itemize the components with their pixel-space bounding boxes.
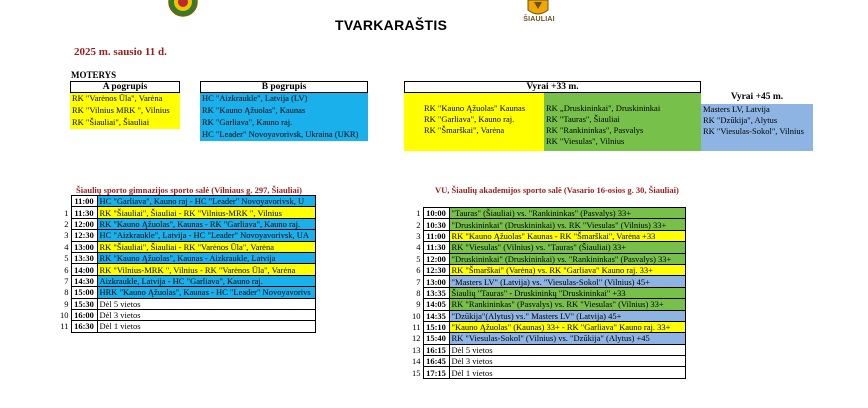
match-number: 5 [416, 253, 421, 264]
match-teams: Šiaulių "Tauras" - Druskininkų "Druskininkai" +33 [449, 287, 686, 298]
schedule-row [58, 298, 316, 309]
schedule-row [58, 321, 316, 332]
men-33-team: RK "Šmarškai", Varėna [424, 125, 505, 135]
match-time: 15:00 [71, 287, 97, 298]
men-45-title: Vyrai +45 m. [701, 92, 813, 104]
match-teams: RK "Rankininkas" (Pasvalys) vs. RK "Viesulas" (Vilnius) 33+ [449, 299, 686, 310]
match-time: 11:30 [423, 242, 449, 253]
men-33-pool-1 [404, 93, 544, 151]
match-teams: HRK "Kauno Ąžuolas", Kaunas - HC "Leader" Novoyavorivs [97, 287, 316, 298]
schedule-row [410, 310, 686, 321]
men-45-team: Masters LV, Latvija [703, 104, 770, 114]
schedule-row [410, 230, 686, 241]
match-teams: RK "Kauno Ąžuolas", Kaunas - Aizkraukle, Latvija [97, 252, 316, 263]
federation-logo-icon [168, 0, 198, 18]
match-number: 14 [412, 356, 421, 367]
match-number: 7 [416, 276, 421, 287]
group-b-team: HC "Leader" Novoyavorivsk, Ukraina (UKR) [200, 129, 368, 141]
group-b-team: HC "Aizkraukle", Latvija (LV) [200, 93, 368, 105]
match-number: 4 [416, 242, 421, 253]
men-33-team: RK "Kauno Ąžuolas" Kaunas [424, 103, 526, 113]
schedule-row [410, 276, 686, 287]
schedule-row [58, 252, 316, 263]
match-teams: Aizkraukle, Latvija - HC "Garliava", Kauno raj. [97, 275, 316, 286]
match-time: 15:30 [71, 298, 97, 309]
schedule-row [410, 253, 686, 264]
match-time: 14:00 [71, 264, 97, 275]
match-number: 9 [416, 299, 421, 310]
schedule-row [410, 344, 686, 355]
schedule-row [410, 367, 686, 378]
schedule-row [410, 242, 686, 253]
match-time: 12:00 [423, 253, 449, 264]
match-teams: "Kauno Ąžuolas" (Kaunas) 33+ - RK "Garliava" Kauno raj. 33+ [449, 321, 686, 332]
left-schedule-table [58, 195, 316, 333]
match-number: 11 [60, 321, 69, 332]
match-number: 10 [60, 310, 69, 321]
group-a-team: RK "Varėnos Ūla", Varėna [70, 93, 180, 105]
men-33-team: RK "Viesulas", Vilnius [546, 136, 625, 146]
match-time: 15:40 [423, 333, 449, 344]
match-time: 12:00 [71, 218, 97, 229]
schedule-row [410, 321, 686, 332]
men-33-team: RK "Tauras", Šiauliai [546, 114, 620, 124]
match-number: 11 [412, 322, 421, 333]
match-time: 11:30 [71, 207, 97, 218]
right-venue-title: VU, Šiaulių akademijos sporto salė (Vasario 16-osios g. 30, Šiauliai) [435, 185, 679, 195]
match-number: 8 [64, 287, 69, 298]
match-teams: RK "Kauno Ąžuolas" Kaunas - RK "Šmarškai", Varėna +33 [449, 230, 686, 241]
event-date: 2025 m. sausio 11 d. [74, 46, 167, 58]
schedule-row [58, 309, 316, 320]
schedule-row [58, 241, 316, 252]
women-section-label: MOTERYS [71, 70, 117, 80]
match-time: 14:05 [423, 299, 449, 310]
men-33-team: RK „Druskininkai", Druskininkai [546, 103, 661, 113]
match-teams: RK "Vilnius-MRK ", Vilnius - RK "Varėnos Ūla", Varėna [97, 264, 316, 275]
match-number: 8 [416, 287, 421, 298]
right-schedule-table [410, 207, 686, 379]
match-number: 2 [64, 218, 69, 229]
match-time: 16:30 [71, 321, 97, 332]
match-number: 15 [412, 367, 421, 378]
match-number [58, 196, 71, 207]
schedule-row [58, 230, 316, 241]
match-number: 9 [64, 298, 69, 309]
schedule-row [58, 218, 316, 229]
schedule-row [410, 356, 686, 367]
schedule-row [410, 287, 686, 298]
match-time: 14:35 [423, 310, 449, 321]
match-time: 10:00 [423, 208, 449, 219]
match-time: 13:00 [71, 241, 97, 252]
match-number: 2 [416, 219, 421, 230]
left-venue-title: Šiaulių sporto gimnazijos sporto salė (Vilniaus g. 297, Šiauliai) [76, 185, 302, 195]
schedule-row [410, 299, 686, 310]
men-45-team: RK "Dzūkija", Alytus [703, 115, 778, 125]
match-teams: RK "Viesulas-Sokol" (Vilnius) vs. "Dzūkija" (Alytus) +45 [449, 333, 686, 344]
group-a-team: RK "Šiauliai", Šiauliai [70, 117, 180, 129]
men-33-team: RK "Rankininkas", Pasvalys [546, 125, 644, 135]
match-teams: "Masters LV" (Latvija) vs. "Viesulas-Sokol" (Vilnius) 45+ [449, 276, 686, 287]
match-number: 3 [64, 230, 69, 241]
group-a-team: RK "Vilnius MRK ", Vilnius [70, 105, 180, 117]
logo-caption: ŠIAULIAI [523, 16, 555, 23]
match-time: 14:30 [71, 275, 97, 286]
match-teams: Dėl 3 vietos [449, 356, 686, 367]
schedule-row [410, 264, 686, 275]
match-teams: "Tauras" (Šiauliai) vs. "Rankininkas" (Pasvalys) 33+ [449, 208, 686, 219]
match-number: 5 [64, 253, 69, 264]
group-b-team: RK "Kauno Ąžuolas", Kaunas [200, 105, 368, 117]
match-time: 15:10 [423, 321, 449, 332]
match-teams: "Druskininkai" (Druskininkai) vs. "Rankininkas" (Pasvalys) 33+ [449, 253, 686, 264]
match-teams: Dėl 3 vietos [97, 309, 316, 320]
match-teams: "Druskininkai" (Druskininkai) vs. RK "Viesulas" (Vilnius) 33+ [449, 219, 686, 230]
match-time: 12:30 [71, 230, 97, 241]
match-number: 3 [416, 230, 421, 241]
schedule-row [58, 264, 316, 275]
schedule-row [410, 333, 686, 344]
match-number: 12 [412, 333, 421, 344]
group-b-team: RK "Garliava", Kauno raj. [200, 117, 368, 129]
match-number: 1 [64, 207, 69, 218]
schedule-row [58, 287, 316, 298]
match-teams: RK "Viesulas" (Vilnius) vs. "Tauras" (Šiauliai) 33+ [449, 242, 686, 253]
match-number: 10 [412, 310, 421, 321]
match-teams: Dėl 5 vietos [97, 298, 316, 309]
match-number: 1 [416, 208, 421, 219]
match-time: 11:00 [71, 196, 97, 207]
schedule-row [58, 207, 316, 218]
match-teams: HC "Aizkraukle", Latvija - HC "Leader" Novoyavorivsk, UA [97, 230, 316, 241]
match-number: 6 [416, 265, 421, 276]
group-a-title: A pogrupis [70, 81, 180, 93]
men-33-team: RK "Garliava", Kauno raj. [424, 114, 515, 124]
match-number: 4 [64, 241, 69, 252]
match-time: 16:45 [423, 356, 449, 367]
match-time: 13:35 [423, 287, 449, 298]
match-teams: "Dzūkija"(Alytus) vs." Masters LV" (Latvija) 45+ [449, 310, 686, 321]
match-time: 13:00 [423, 276, 449, 287]
match-teams: RK "Šmarškai" (Varėna) vs. RK "Garliava" Kauno raj. 33+ [449, 264, 686, 275]
match-number: 13 [412, 344, 421, 355]
match-time: 12:30 [423, 264, 449, 275]
page-title: TVARKARAŠTIS [335, 17, 448, 33]
match-time: 10:30 [423, 219, 449, 230]
men-33-pool-2 [544, 93, 701, 151]
match-time: 11:00 [423, 230, 449, 241]
men-45-team: RK "Viesulas-Sokol", Vilnius [703, 126, 804, 136]
match-teams: Dėl 1 vietos [449, 367, 686, 378]
match-teams: HC "Garliava", Kauno raj - HC "Leader" Novoyavorivsk, U [97, 196, 316, 207]
schedule-row [410, 208, 686, 219]
men-45-pool [701, 104, 813, 151]
group-b-title: B pogrupis [200, 81, 368, 93]
match-teams: RK "Kauno Ąžuolas", Kaunas - RK "Garliava", Kauno raj. [97, 218, 316, 229]
match-teams: RK "Šiauliai", Šiauliai - RK "Vilnius-MRK ", Vilnius [97, 207, 316, 218]
match-time: 17:15 [423, 367, 449, 378]
match-teams: Dėl 5 vietos [449, 344, 686, 355]
match-number: 7 [64, 275, 69, 286]
schedule-row [58, 275, 316, 286]
schedule-row [410, 219, 686, 230]
men-33-title: Vyrai +33 m. [404, 81, 701, 93]
match-time: 16:15 [423, 344, 449, 355]
schedule-row [58, 196, 316, 207]
match-time: 16:00 [71, 309, 97, 320]
match-teams: RK "Šiauliai", Šiauliai - RK "Varėnos Ūla", Varėna [97, 241, 316, 252]
match-teams: Dėl 1 vietos [97, 321, 316, 332]
match-number: 6 [64, 264, 69, 275]
match-time: 13:30 [71, 252, 97, 263]
